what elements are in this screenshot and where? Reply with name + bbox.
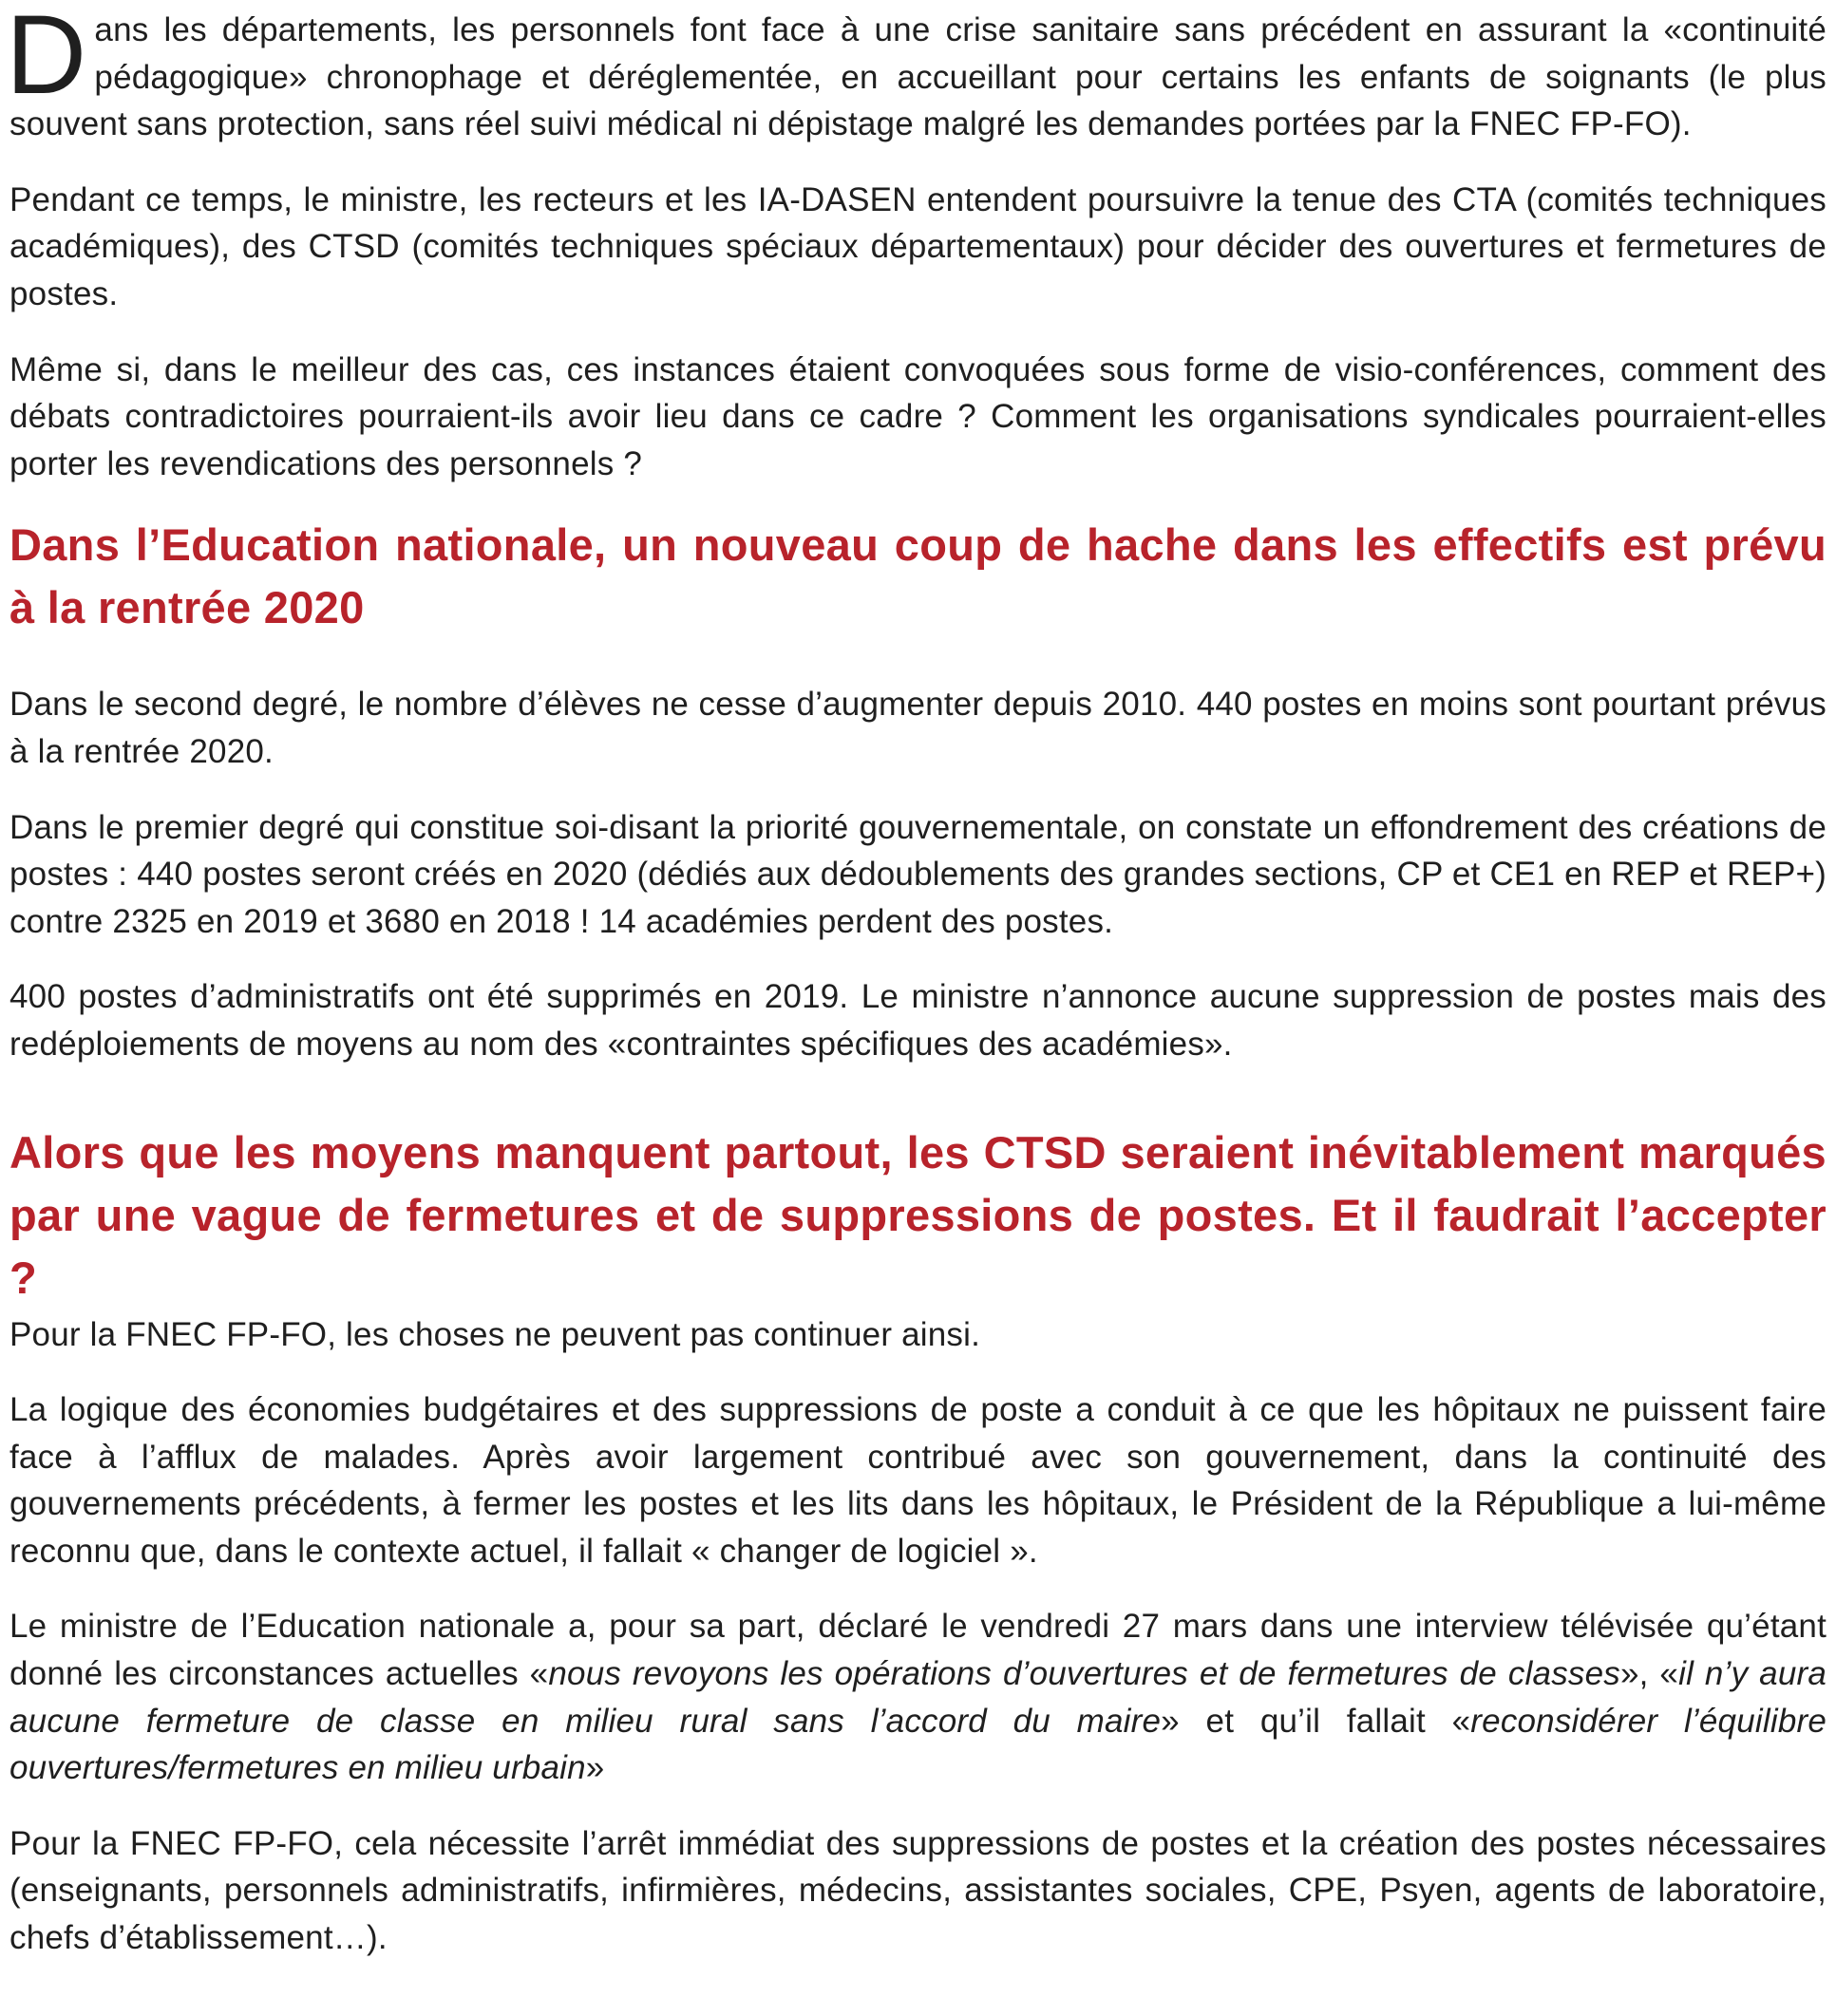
interview-quote-3: reconsidérer l’équilibre ouvertures/fermetures en milieu urbain <box>9 1702 1827 1787</box>
interview-quote-2: il n’y aura aucune fermeture de classe en milieu rural sans l’accord du maire <box>9 1655 1827 1740</box>
paragraph-second-degre: Dans le second degré, le nombre d’élèves ne cesse d’augmenter depuis 2010. 440 postes en moins sont pourtant prévus à la rentrée 2020. <box>9 686 1827 770</box>
paragraph-premier-degre: Dans le premier degré qui constitue soi-disant la priorité gouvernementale, on constate un effondrement des créations de postes : 440 postes seront créés en 2020 (dédiés aux dédoublements des grandes sections, CP et CE1 en REP et REP+) contre 2325 en 2019 et 3680 en 2018 ! 14 académies perdent des postes. <box>9 808 1827 940</box>
interview-text-d: » <box>585 1749 605 1787</box>
paragraph-fnec-position: Pour la FNEC FP-FO, les choses ne peuvent pas continuer ainsi. <box>9 1315 981 1353</box>
intro-paragraph <box>6 0 1827 148</box>
paragraph-administratifs: 400 postes d’administratifs ont été supprimés en 2019. Le ministre n’annonce aucune suppression de postes mais des redéploiements de moyens au nom des «contraintes spécifiques des académies». <box>9 978 1827 1063</box>
drop-cap: D <box>6 0 87 118</box>
interview-text-c: » et qu’il fallait « <box>1161 1702 1471 1740</box>
interview-text-a: Le ministre de l’Education nationale a, pour sa part, déclaré le vendredi 27 mars dans une interview télévisée qu’étant donné les circonstances actuelles « <box>9 1608 1827 1693</box>
interview-quote-1: nous revoyons les opérations d’ouvertures et de fermetures de classes <box>548 1655 1620 1693</box>
interview-text-b: », « <box>1619 1655 1679 1693</box>
paragraph-revendications: Pour la FNEC FP-FO, cela nécessite l’arrêt immédiat des suppressions de postes et la création des postes nécessaires (enseignants, personnels administratifs, infirmières, médecins, assistantes sociales, CPE, Psyen, agents de laboratoire, chefs d’établissement…). <box>9 1824 1827 1957</box>
paragraph-ministre-cta: Pendant ce temps, le ministre, les recteurs et les IA-DASEN entendent poursuivre la tenue des CTA (comités techniques académiques), des CTSD (comités techniques spéciaux départementaux) pour décider des ouvertures et fermetures de postes. <box>9 180 1827 312</box>
heading-ctsd-fermetures: Alors que les moyens manquent partout, les CTSD seraient inévitablement marqués par une vague de fermetures et de suppressions de postes. Et il faudrait l’accepter ? <box>9 1126 1827 1303</box>
heading-coup-de-hache: Dans l’Education nationale, un nouveau coup de hache dans les effectifs est prévu à la rentrée 2020 <box>9 519 1827 633</box>
paragraph-visio-conferences: Même si, dans le meilleur des cas, ces instances étaient convoquées sous forme de visio-conférences, comment des débats contradictoires pourraient-ils avoir lieu dans ce cadre ? Comment les organisations syndicales pourraient-elles porter les revendications des personnels ? <box>9 350 1827 482</box>
paragraph-ministre-interview <box>9 1603 1827 1791</box>
paragraph-hopitaux: La logique des économies budgétaires et des suppressions de poste a conduit à ce que les hôpitaux ne puissent faire face à l’afflux de malades. Après avoir largement contribué avec son gouvernement, dans la continuité des gouvernements précédents, à fermer les postes et les lits dans les hôpitaux, le Président de la République a lui-même reconnu que, dans le contexte actuel, il fallait « changer de logiciel ». <box>9 1391 1827 1570</box>
intro-paragraph-text: ans les départements, les personnels font face à une crise sanitaire sans précédent en assurant la «continuité pédagogique» chronophage et déréglementée, en accueillant pour certains les enfants de soignants (le plus souvent sans protection, sans réel suivi médical ni dépistage malgré les demandes portées par la FNEC FP-FO). <box>9 11 1827 143</box>
